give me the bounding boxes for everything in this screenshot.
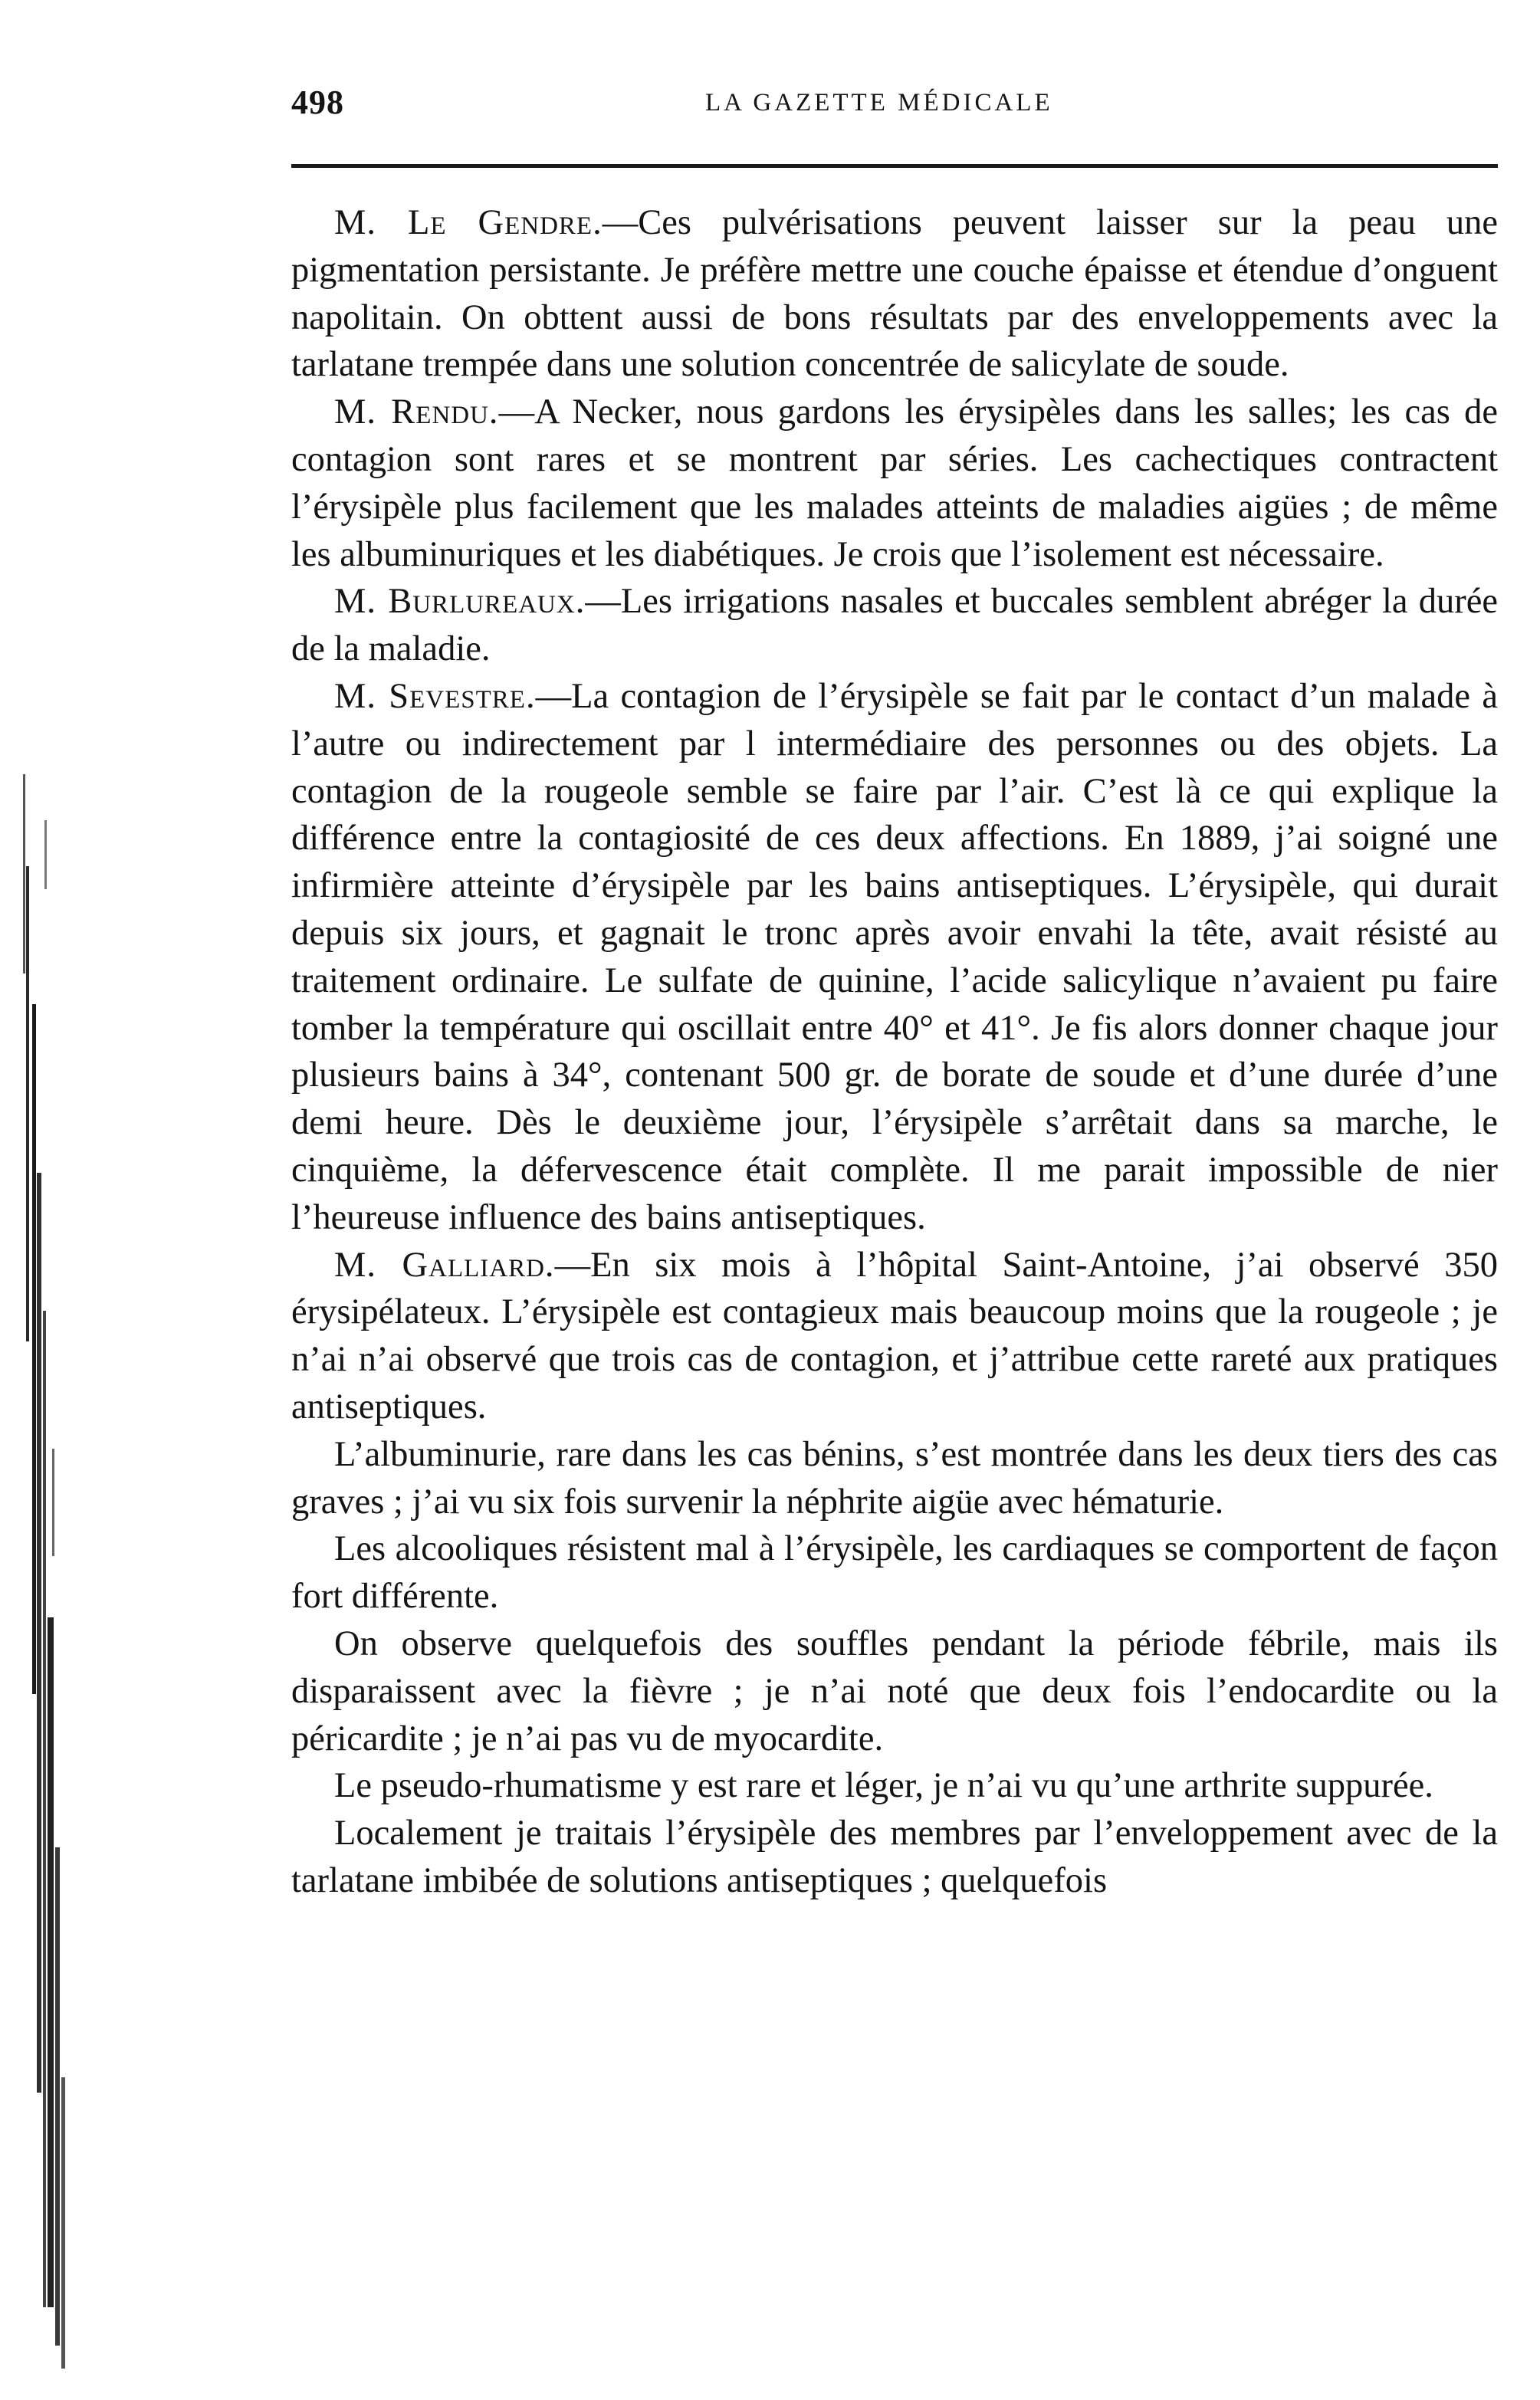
paragraph-text: —En six mois à l’hôpital Saint-Antoine, j’ai observé 350 érysipélateux. L’érysipèle est contagieux mais beaucoup moins que la rougeole ; je n’ai n’ai observé que trois cas de contagion, et j’attribue cette rareté aux pratiques antiseptiques. (291, 1245, 1498, 1427)
paragraph-le-gendre (291, 199, 1498, 389)
paragraph-alcooliques (291, 1525, 1498, 1620)
binding-edge-scan-artifact (21, 774, 71, 2384)
paragraph-text: Les alcooliques résistent mal à l’érysipèle, les cardiaques se comportent de façon fort différente. (291, 1529, 1498, 1617)
paragraph-galliard (291, 1242, 1498, 1431)
paragraph-text: —La contagion de l’érysipèle se fait par le contact d’un malade à l’autre ou indirectement par l intermédiaire des personnes ou des objets. La contagion de la rougeole semble se faire par l’air. C’est là ce qui explique la différence entre la contagiosité de ces deux affections. En 1889, j’ai soigné une infirmière atteinte d’érysipèle par les bains antiseptiques. L’érysipèle, qui durait depuis six jours, et gagnait le tronc après avoir envahi la tête, avait résisté au traitement ordinaire. Le sulfate de quinine, l’acide salicylique n’avaient pu faire tomber la température qui oscillait entre 40° et 41°. Je fis alors donner chaque jour plusieurs bains à 34°, contenant 500 gr. de borate de soude et d’une durée d’une demi heure. Dès le deuxième jour, l’érysipèle s’arrêtait dans sa marche, le cinquième, la défervescence était complète. Il me parait impossible de nier l’heureuse influence des bains antiseptiques. (291, 676, 1498, 1237)
paragraph-text: Localement je traitais l’érysipèle des membres par l’enveloppement avec de la tarlatane imbibée de solutions antiseptiques ; quelquefois (291, 1814, 1498, 1900)
paragraph-pseudo-rhumatisme (291, 1762, 1498, 1810)
speaker-name: M. Galliard. (334, 1245, 555, 1285)
paragraph-rendu (291, 389, 1498, 578)
paragraph-souffles (291, 1620, 1498, 1762)
paragraph-text: —A Necker, nous gardons les érysipèles dans les salles; les cas de contagion sont rares et se montrent par séries. Les cachectiques contractent l’érysipèle plus facilement que les malades atteints de maladies aigües ; de même les albuminuriques et les diabétiques. Je crois que l’isolement est nécessaire. (291, 392, 1498, 574)
page-number: 498 (291, 84, 344, 121)
speaker-name: M. Sevestre. (334, 676, 536, 716)
paragraph-sevestre (291, 673, 1498, 1242)
paragraph-traitement-local (291, 1810, 1498, 1905)
header-rule (291, 164, 1498, 168)
speaker-name: M. Rendu. (334, 392, 499, 432)
paragraph-text: Le pseudo-rhumatisme y est rare et léger, je n’ai vu qu’une arthrite suppurée. (334, 1766, 1433, 1806)
paragraph-text: L’albuminurie, rare dans les cas bénins, s’est montrée dans les deux tiers des cas graves ; j’ai vu six fois survenir la néphrite aigüe avec hématurie. (291, 1434, 1498, 1522)
running-title: LA GAZETTE MÉDICALE (705, 89, 1053, 117)
article-body (291, 199, 1498, 1905)
paragraph-albuminurie (291, 1431, 1498, 1526)
paragraph-text: —Les irrigations nasales et buccales semblent abréger la durée de la maladie. (291, 582, 1498, 669)
page-header (291, 83, 1502, 129)
speaker-name: M. Burlureaux. (334, 582, 586, 622)
paragraph-text: —Ces pulvérisations peuvent laisser sur la peau une pigmentation persistante. Je préfère mettre une couche épaisse et étendue d’onguent napolitain. On obttent aussi de bons résultats par des enveloppements avec la tarlatane trempée dans une solution concentrée de salicylate de soude. (291, 203, 1498, 385)
speaker-name: M. Le Gendre. (334, 203, 603, 242)
paragraph-burlureaux (291, 578, 1498, 673)
paragraph-text: On observe quelquefois des souffles pendant la période fébrile, mais ils disparaissent avec la fièvre ; je n’ai noté que deux fois l’endocardite ou la péricardite ; je n’ai pas vu de myocardite. (291, 1624, 1498, 1758)
